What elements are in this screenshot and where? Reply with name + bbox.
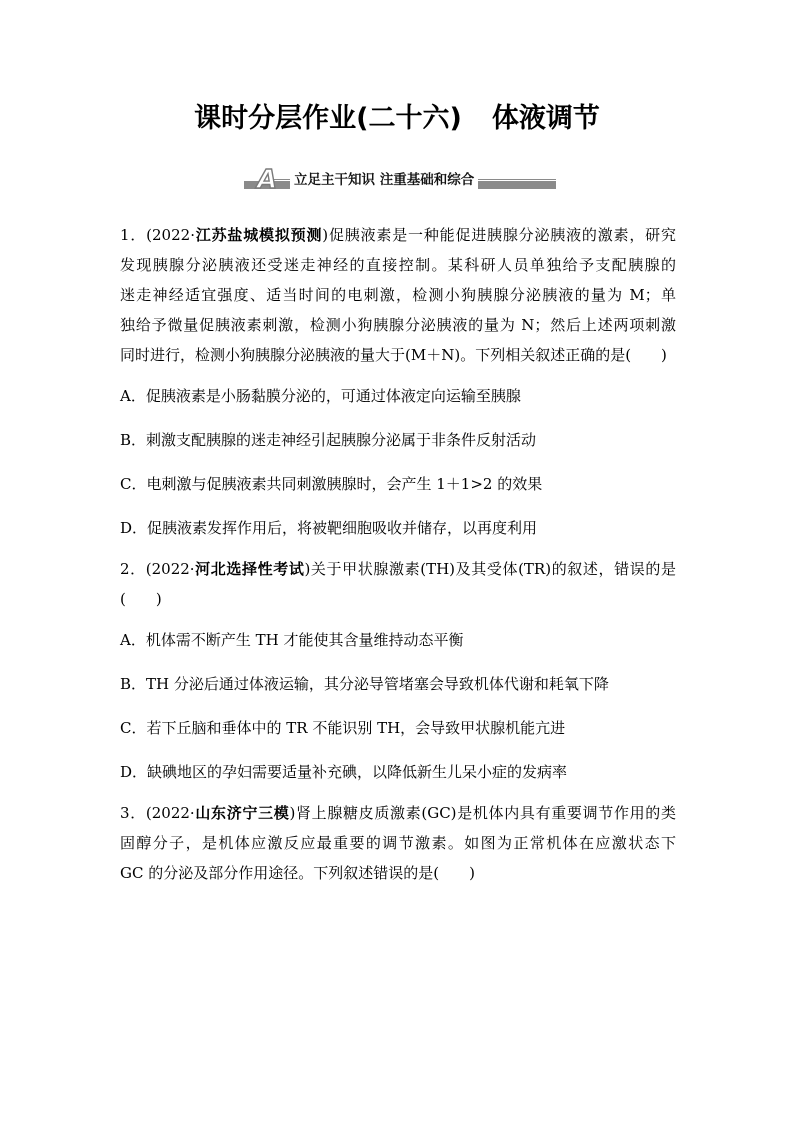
title-topic: 体液调节 [491,103,600,134]
question-source: 山东济宁三模 [194,804,290,822]
section-letter: A [256,165,278,195]
question-3 [120,798,676,888]
question-line: GC 的分泌及部分作用途径。下列叙述错误的是( ) [120,864,475,882]
question-line: 发现胰腺分泌胰液还受迷走神经的直接控制。某科研人员单独给予支配胰腺的 [120,256,676,274]
question-source: 江苏盐城模拟预测 [194,226,323,244]
section-banner [234,165,558,195]
question-line: 迷走神经适宜强度、适当时间的电刺激，检测小狗胰腺分泌胰液的量为 M；单 [120,286,676,304]
question-line: 固醇分子，是机体应激反应最重要的调节激素。如图为正常机体在应激状态下 [120,834,676,852]
question-1 [120,220,676,550]
question-line: 独给予微量促胰液素刺激，检测小狗胰腺分泌胰液的量为 N；然后上述两项刺激 [120,316,676,334]
option-d: D．促胰液素发挥作用后，将被靶细胞吸收并储存，以再度利用 [120,519,538,537]
question-line: ( ) [120,590,162,608]
question-line: 1．(2022·江苏盐城模拟预测)促胰液素是一种能促进胰腺分泌胰液的激素，研究 [120,226,676,244]
option-c: C．若下丘脑和垂体中的 TR 不能识别 TH，会导致甲状腺机能亢进 [120,719,566,737]
option-a: A．机体需不断产生 TH 才能使其含量维持动态平衡 [120,631,464,649]
question-2 [120,554,676,794]
questions [120,220,676,888]
option-d: D．缺碘地区的孕妇需要适量补充碘，以降低新生儿呆小症的发病率 [120,763,568,781]
section-heading: 立足主干知识 注重基础和综合 [290,171,478,189]
question-line: 同时进行，检测小狗胰腺分泌胰液的量大于(M＋N)。下列相关叙述正确的是( ) [120,346,667,364]
question-line: 3．(2022·山东济宁三模)肾上腺糖皮质激素(GC)是机体内具有重要调节作用的类 [120,804,676,822]
question-source: 河北选择性考试 [194,560,305,578]
title-main: 课时分层作业(二十六) [194,103,462,134]
page-title [0,96,794,135]
question-line: 2．(2022·河北选择性考试)关于甲状腺激素(TH)及其受体(TR)的叙述，错误的是 [120,560,676,578]
option-b: B．刺激支配胰腺的迷走神经引起胰腺分泌属于非条件反射活动 [120,431,537,449]
option-a: A．促胰液素是小肠黏膜分泌的，可通过体液定向运输至胰腺 [120,387,521,405]
option-c: C．电刺激与促胰液素共同刺激胰腺时，会产生 1＋1>2 的效果 [120,475,543,493]
option-b: B．TH 分泌后通过体液运输，其分泌导管堵塞会导致机体代谢和耗氧下降 [120,675,609,693]
